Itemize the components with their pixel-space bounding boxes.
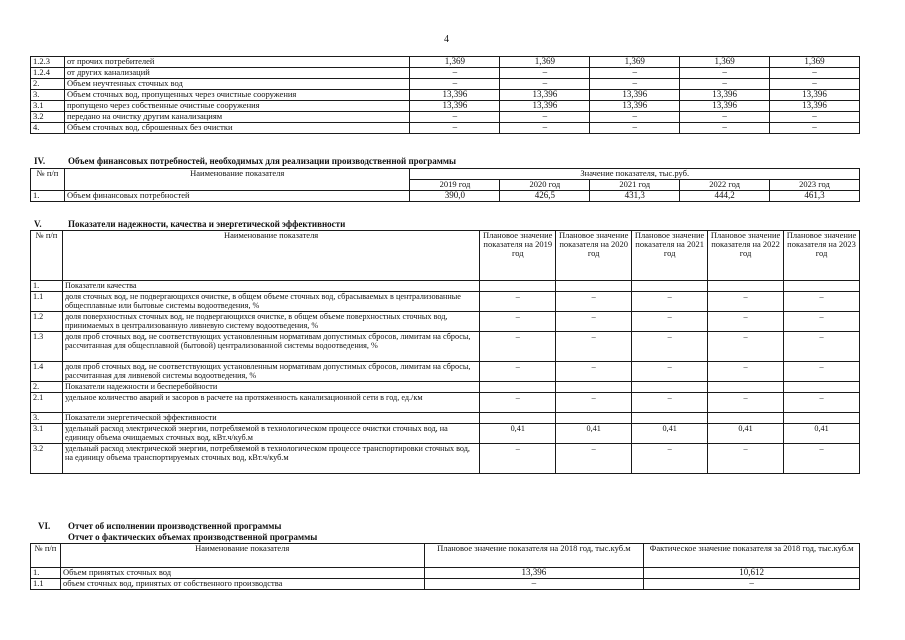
row-no: 1. — [31, 281, 63, 292]
finance-table — [30, 168, 860, 202]
row-no: 3. — [31, 413, 63, 424]
row-name: от прочих потребителей — [64, 57, 410, 68]
row-name: удельный расход электрической энергии, потребляемой в технологическом процессе очистки сточных вод, на единицу объема очищаемых сточных вод, кВт.ч/куб.м — [62, 424, 479, 444]
value-cell — [708, 413, 784, 424]
value-cell: – — [770, 79, 860, 90]
table-row — [31, 362, 860, 382]
col-value: Значение показателя, тыс.руб. — [410, 169, 860, 180]
plan-year-header: Плановое значение показателя на 2021 год — [632, 231, 708, 281]
row-name: от других канализаций — [64, 68, 410, 79]
value-cell: – — [770, 123, 860, 134]
year-header: 2019 год — [410, 180, 500, 191]
table-row — [31, 579, 860, 590]
row-name: Объем сточных вод, сброшенных без очистки — [64, 123, 410, 134]
year-header: 2021 год — [590, 180, 680, 191]
row-no: 2. — [31, 382, 63, 393]
value-cell: – — [410, 79, 500, 90]
row-no: 1.2.4 — [31, 68, 65, 79]
value-cell — [784, 413, 860, 424]
value-cell: – — [556, 362, 632, 382]
fact-value: 10,612 — [644, 568, 860, 579]
value-cell: – — [556, 444, 632, 474]
table-row — [31, 393, 860, 413]
table-row — [31, 90, 860, 101]
row-no: 1.2.3 — [31, 57, 65, 68]
value-cell: – — [556, 332, 632, 362]
value-cell: – — [680, 68, 770, 79]
value-cell — [708, 382, 784, 393]
row-no: 1. — [31, 191, 65, 202]
value-cell — [480, 382, 556, 393]
value-cell: – — [590, 68, 680, 79]
value-cell: – — [500, 112, 590, 123]
value-cell: 444,2 — [680, 191, 770, 202]
indicators-table — [30, 230, 860, 474]
value-cell: 13,396 — [590, 101, 680, 112]
value-cell: 13,396 — [590, 90, 680, 101]
value-cell: 13,396 — [500, 90, 590, 101]
value-cell: – — [784, 393, 860, 413]
section5-title: Показатели надежности, качества и энергетической эффективности — [68, 219, 346, 229]
table-row — [31, 79, 860, 90]
value-cell: – — [590, 123, 680, 134]
value-cell: 13,396 — [770, 101, 860, 112]
value-cell: 13,396 — [770, 90, 860, 101]
value-cell — [632, 382, 708, 393]
plan-value: 13,396 — [424, 568, 644, 579]
value-cell: – — [708, 444, 784, 474]
table-row — [31, 112, 860, 123]
col-no: № п/п — [31, 231, 63, 281]
row-name: удельное количество аварий и засоров в расчете на протяженность канализационной сети в год, ед./км — [62, 393, 479, 413]
value-cell: – — [680, 79, 770, 90]
table-row — [31, 568, 860, 579]
value-cell: 1,369 — [680, 57, 770, 68]
value-cell: – — [590, 112, 680, 123]
value-cell: – — [480, 332, 556, 362]
plan-year-header: Плановое значение показателя на 2022 год — [708, 231, 784, 281]
value-cell: – — [632, 312, 708, 332]
value-cell: – — [784, 292, 860, 312]
value-cell: 426,5 — [500, 191, 590, 202]
table-row — [31, 312, 860, 332]
table-row — [31, 382, 860, 393]
value-cell: – — [632, 332, 708, 362]
value-cell: – — [784, 362, 860, 382]
plan-year-header: Плановое значение показателя на 2023 год — [784, 231, 860, 281]
table-row — [31, 332, 860, 362]
value-cell: – — [708, 292, 784, 312]
row-no: 3.2 — [31, 444, 63, 474]
col-fact: Фактическое значение показателя за 2018 год, тыс.куб.м — [644, 544, 860, 568]
value-cell: – — [500, 123, 590, 134]
row-no: 3. — [31, 90, 65, 101]
table-row — [31, 123, 860, 134]
row-no: 2. — [31, 79, 65, 90]
value-cell: – — [632, 362, 708, 382]
value-cell — [556, 382, 632, 393]
row-name: Объем сточных вод, пропущенных через очистные сооружения — [64, 90, 410, 101]
value-cell: 0,41 — [556, 424, 632, 444]
row-name: удельный расход электрической энергии, потребляемой в технологическом процессе транспортировки сточных вод, на единицу объема транспортируемых сточных вод, кВт.ч/куб.м — [62, 444, 479, 474]
value-cell: 1,369 — [500, 57, 590, 68]
row-no: 1.3 — [31, 332, 63, 362]
value-cell: – — [770, 112, 860, 123]
section6-number: VI. — [38, 521, 51, 531]
value-cell: 390,0 — [410, 191, 500, 202]
value-cell: 461,3 — [770, 191, 860, 202]
row-no: 3.1 — [31, 424, 63, 444]
value-cell: – — [632, 393, 708, 413]
row-name: доля проб сточных вод, не соответствующих установленным нормативам допустимых сбросов, лимитам на сбросы, рассчитанная для ливневой системы водоотведения, % — [62, 362, 479, 382]
value-cell: 13,396 — [410, 90, 500, 101]
table-row — [31, 68, 860, 79]
row-no: 2.1 — [31, 393, 63, 413]
row-name: Объем финансовых потребностей — [64, 191, 410, 202]
value-cell: – — [784, 312, 860, 332]
section4-title: Объем финансовых потребностей, необходимых для реализации производственной программы — [68, 156, 457, 166]
value-cell: 0,41 — [632, 424, 708, 444]
value-cell — [632, 413, 708, 424]
value-cell: 13,396 — [680, 90, 770, 101]
col-plan: Плановое значение показателя на 2018 год, тыс.куб.м — [424, 544, 644, 568]
value-cell — [556, 413, 632, 424]
year-header: 2020 год — [500, 180, 590, 191]
row-name: объем сточных вод, принятых от собственного производства — [60, 579, 424, 590]
row-no: 1.1 — [31, 579, 61, 590]
value-cell: – — [708, 312, 784, 332]
value-cell: – — [680, 123, 770, 134]
value-cell: – — [556, 292, 632, 312]
table-row — [31, 292, 860, 312]
value-cell: – — [680, 112, 770, 123]
value-cell: – — [410, 112, 500, 123]
section5-number: V. — [34, 219, 42, 229]
value-cell: – — [632, 444, 708, 474]
table-row — [31, 444, 860, 474]
value-cell: 0,41 — [708, 424, 784, 444]
value-cell: – — [784, 444, 860, 474]
value-cell: – — [480, 444, 556, 474]
row-name: доля сточных вод, не подвергающихся очистке, в общем объеме сточных вод, сбрасываемых в централизованные общесплавные или бытовые системы водоотведения, % — [62, 292, 479, 312]
value-cell: 13,396 — [500, 101, 590, 112]
col-name: Наименование показателя — [62, 231, 479, 281]
value-cell: 13,396 — [680, 101, 770, 112]
value-cell: – — [784, 332, 860, 362]
row-no: 3.2 — [31, 112, 65, 123]
row-name: Объем принятых сточных вод — [60, 568, 424, 579]
page-number: 4 — [444, 34, 449, 45]
col-no: № п/п — [31, 544, 61, 568]
row-no: 1.1 — [31, 292, 63, 312]
value-cell: 1,369 — [410, 57, 500, 68]
table-row — [31, 281, 860, 292]
row-name: пропущено через собственные очистные сооружения — [64, 101, 410, 112]
value-cell: – — [556, 393, 632, 413]
row-name: Показатели надежности и бесперебойности — [62, 382, 479, 393]
value-cell: 13,396 — [410, 101, 500, 112]
report-table — [30, 543, 860, 590]
col-name: Наименование показателя — [64, 169, 410, 191]
value-cell: – — [770, 68, 860, 79]
value-cell: – — [480, 362, 556, 382]
table-row — [31, 57, 860, 68]
section6-title: Отчет об исполнении производственной программы — [68, 521, 282, 531]
table-row — [31, 424, 860, 444]
value-cell — [784, 382, 860, 393]
year-header: 2023 год — [770, 180, 860, 191]
value-cell: – — [632, 292, 708, 312]
value-cell: 1,369 — [770, 57, 860, 68]
value-cell: 0,41 — [784, 424, 860, 444]
row-name: доля проб сточных вод, не соответствующих установленным нормативам допустимых сбросов, лимитам на сбросы, рассчитанная для общесплавной (бытовой) централизованной системы водоотведения, % — [62, 332, 479, 362]
col-name: Наименование показателя — [60, 544, 424, 568]
value-cell: – — [708, 362, 784, 382]
row-no: 4. — [31, 123, 65, 134]
value-cell: 431,3 — [590, 191, 680, 202]
row-name: передано на очистку другим канализациям — [64, 112, 410, 123]
value-cell: – — [500, 79, 590, 90]
value-cell — [480, 413, 556, 424]
row-name: Объем неучтенных сточных вод — [64, 79, 410, 90]
value-cell: – — [480, 292, 556, 312]
row-no: 3.1 — [31, 101, 65, 112]
col-no: № п/п — [31, 169, 65, 191]
plan-year-header: Плановое значение показателя на 2019 год — [480, 231, 556, 281]
volumes-table — [30, 56, 860, 134]
value-cell: – — [590, 79, 680, 90]
value-cell: – — [708, 332, 784, 362]
value-cell — [632, 281, 708, 292]
value-cell — [784, 281, 860, 292]
table-row — [31, 101, 860, 112]
year-header: 2022 год — [680, 180, 770, 191]
value-cell: – — [500, 68, 590, 79]
value-cell: – — [410, 123, 500, 134]
value-cell: – — [480, 312, 556, 332]
section4-number: IV. — [34, 156, 46, 166]
table-row — [31, 413, 860, 424]
value-cell: 0,41 — [480, 424, 556, 444]
row-no: 1.2 — [31, 312, 63, 332]
row-name: доля поверхностных сточных вод, не подвергающихся очистке, в общем объеме поверхностных сточных вод, принимаемых в централизованную ливневую систему водоотведения, % — [62, 312, 479, 332]
row-no: 1. — [31, 568, 61, 579]
row-no: 1.4 — [31, 362, 63, 382]
plan-value: – — [424, 579, 644, 590]
plan-year-header: Плановое значение показателя на 2020 год — [556, 231, 632, 281]
row-name: Показатели энергетической эффективности — [62, 413, 479, 424]
value-cell: – — [480, 393, 556, 413]
section6-subtitle: Отчет о фактических объемах производственной программы — [68, 532, 318, 542]
fact-value: – — [644, 579, 860, 590]
value-cell: 1,369 — [590, 57, 680, 68]
value-cell: – — [410, 68, 500, 79]
value-cell — [480, 281, 556, 292]
value-cell — [708, 281, 784, 292]
value-cell: – — [556, 312, 632, 332]
value-cell — [556, 281, 632, 292]
value-cell: – — [708, 393, 784, 413]
row-name: Показатели качества — [62, 281, 479, 292]
